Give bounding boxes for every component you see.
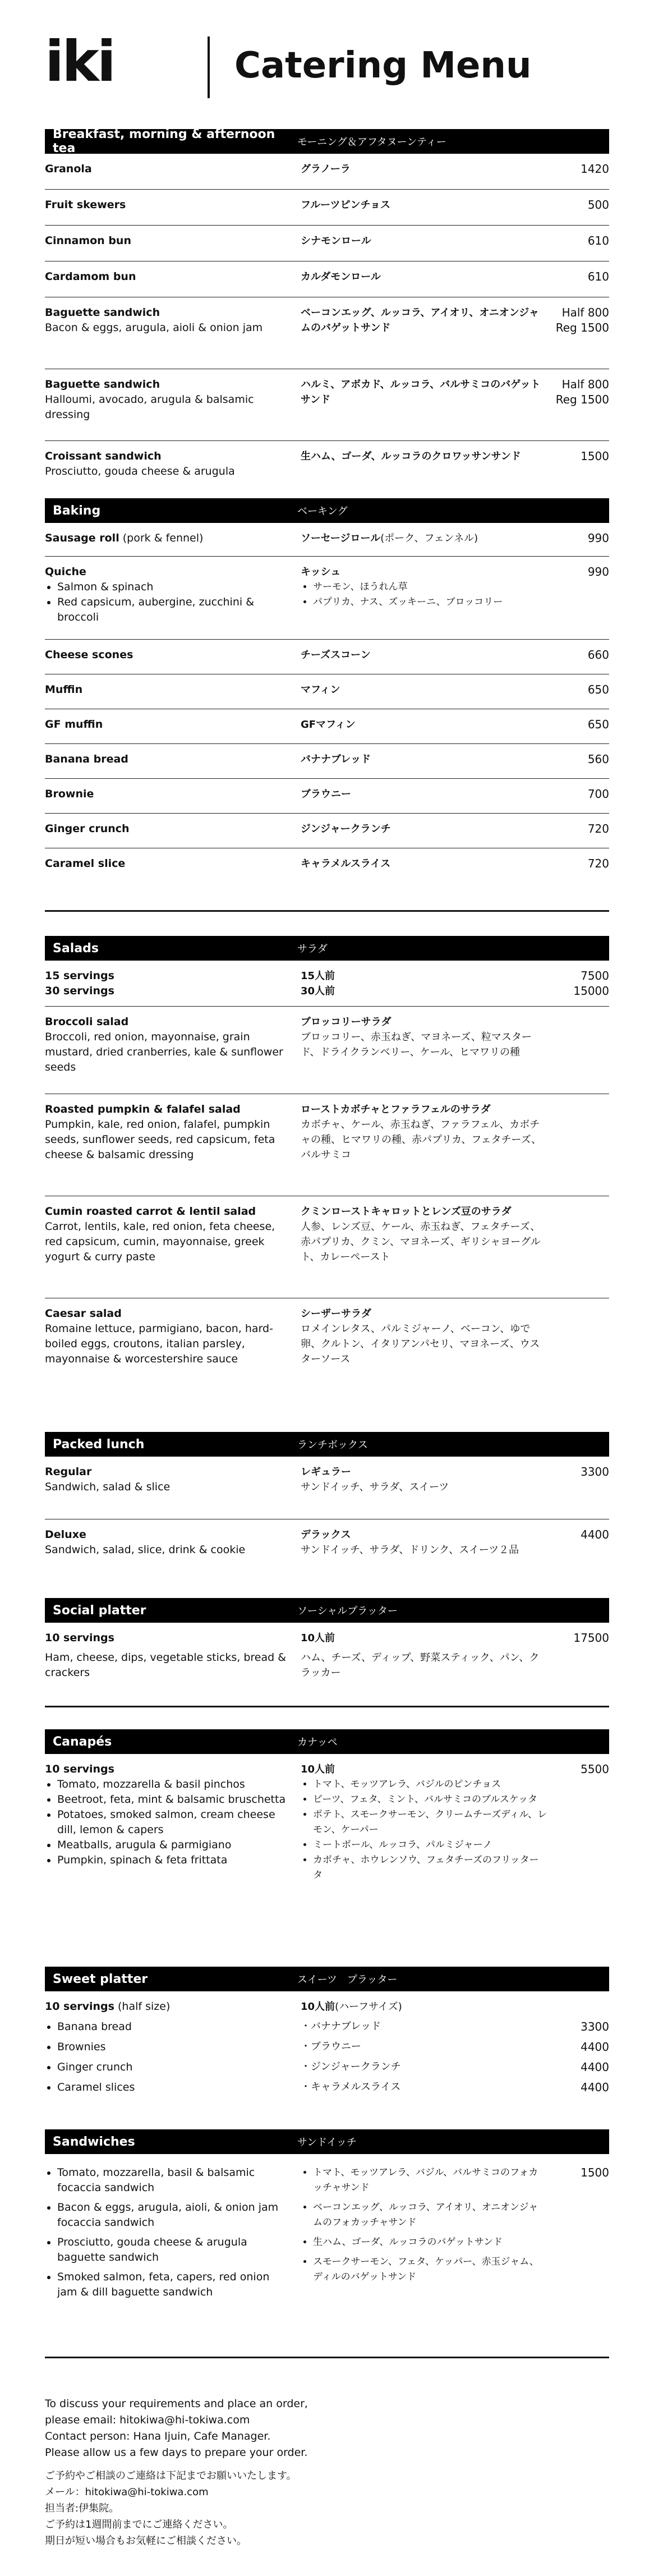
salad-item bbox=[45, 1196, 609, 1298]
menu-item bbox=[45, 744, 609, 779]
item-desc-jp: サンドイッチ、サラダ、ドリンク、スイーツ２品 bbox=[301, 1544, 519, 1556]
footer-line-jp: 担当者:伊集院。 bbox=[45, 2502, 119, 2514]
item-text-jp bbox=[301, 1999, 547, 2097]
servings-count: 10 servings bbox=[45, 2000, 114, 2013]
price-reg: Reg 1500 bbox=[555, 393, 609, 406]
section-salads bbox=[45, 936, 609, 1405]
item-price: 3300 bbox=[581, 2020, 609, 2033]
item-name-jp: バナナブレッド bbox=[301, 754, 371, 765]
item-desc: Prosciutto, gouda cheese & arugula bbox=[45, 465, 235, 477]
servings-row bbox=[45, 961, 609, 1007]
menu-item bbox=[45, 848, 609, 883]
section-packed-lunch bbox=[45, 1432, 609, 1582]
item-text bbox=[45, 449, 292, 479]
item-text-jp bbox=[301, 1527, 547, 1558]
serving-15-jp: 15人前 bbox=[301, 970, 335, 982]
item-name-jp: チーズスコーン bbox=[301, 649, 371, 661]
list-item: • トマト、モッツアレラ、バジルのピンチョス bbox=[313, 1777, 547, 1792]
item-price: 650 bbox=[587, 718, 609, 731]
footer-spacer bbox=[45, 2461, 609, 2468]
item-name: Cinnamon bun bbox=[45, 235, 131, 247]
item-name-jp: シーザーサラダ bbox=[301, 1308, 371, 1320]
item-name-jp: グラノーラ bbox=[301, 163, 351, 175]
section-header bbox=[45, 129, 609, 154]
item-price: 660 bbox=[587, 648, 609, 662]
list-item: • 生ハム、ゴーダ、ルッコラのバゲットサンド bbox=[313, 2235, 547, 2250]
item-name: Brownie bbox=[45, 788, 94, 800]
list-item: • ベーコンエッグ、ルッコラ、アイオリ、オニオンジャムのフォカッチャサンド bbox=[313, 2200, 547, 2230]
item-price: 4400 bbox=[581, 2040, 609, 2054]
option-item: • サーモン、ほうれん草 bbox=[313, 580, 547, 595]
item-price bbox=[556, 305, 609, 336]
item-name-jp: GFマフィン bbox=[301, 719, 356, 731]
list-item: • スモークサーモン、フェタ、ケッパー、赤玉ジャム、ディルのバゲットサンド bbox=[313, 2254, 547, 2285]
quiche-options-jp bbox=[301, 580, 547, 610]
item-price: 500 bbox=[587, 198, 609, 212]
item-name: Granola bbox=[45, 163, 92, 175]
item-desc-jp: 人参、レンズ豆、ケール、赤玉ねぎ、フェタチーズ、赤パプリカ、クミン、マヨネーズ、ギリシャヨーグルト、カレーペースト bbox=[301, 1221, 541, 1263]
item-price: 720 bbox=[587, 822, 609, 835]
list-item: ・キャラメルスライス bbox=[301, 2081, 401, 2093]
item-price: 4400 bbox=[581, 2060, 609, 2074]
item-name: GF muffin bbox=[45, 718, 103, 731]
item-name-jp: ハルミ、アボカド、ルッコラ、バルサミコのバゲットサンド bbox=[301, 379, 541, 406]
option-item: • Red capsicum, aubergine, zucchini & broccoli bbox=[57, 595, 292, 625]
item-name: Regular bbox=[45, 1466, 92, 1478]
section-title-jp: ソーシャルプラッター bbox=[297, 1605, 398, 1617]
iki-logo: iki bbox=[45, 29, 114, 94]
list-item: ・ジンジャークランチ bbox=[301, 2061, 401, 2073]
item-name-jp: シナモンロール bbox=[301, 235, 371, 247]
section-divider bbox=[45, 1706, 609, 1707]
footer-line-jp: ご予約は1週間前までにご連絡ください。 bbox=[45, 2519, 233, 2531]
item-name-jp: レギュラー bbox=[301, 1466, 351, 1478]
item-text bbox=[45, 1527, 292, 1558]
item-price: 700 bbox=[587, 787, 609, 801]
price-reg: Reg 1500 bbox=[555, 321, 609, 334]
servings-note: (half size) bbox=[118, 2000, 171, 2013]
item-servings-jp: 10人前 bbox=[301, 1764, 335, 1775]
item-servings-jp bbox=[301, 1999, 547, 2014]
item-name: Caramel slice bbox=[45, 857, 126, 870]
item-name: Cumin roasted carrot & lentil salad bbox=[45, 1205, 256, 1218]
footer-line-jp: ご予約やご相談のご連絡は下記までお願いいたします。 bbox=[45, 2470, 297, 2482]
item-name-jp: ジンジャークランチ bbox=[301, 823, 391, 835]
item-price: 650 bbox=[587, 683, 609, 696]
canape-list bbox=[45, 1777, 292, 1868]
sweet-list bbox=[45, 2017, 292, 2097]
servings bbox=[45, 968, 292, 999]
salad-item bbox=[45, 1094, 609, 1196]
serving-30: 30 servings bbox=[45, 985, 114, 997]
item-desc-jp: カボチャ、ケール、赤玉ねぎ、ファラフェル、カボチャの種、ヒマワリの種、赤パプリカ、フェタチーズ、バルサミコ bbox=[301, 1119, 542, 1161]
list-item: • Tomato, mozzarella & basil pinchos bbox=[57, 1777, 292, 1792]
item-desc: Sandwich, salad, slice, drink & cookie bbox=[45, 1544, 246, 1556]
list-item: • ポテト、スモークサーモン、クリームチーズディル、レモン、ケーパー bbox=[313, 1807, 547, 1838]
canapes-item bbox=[45, 1754, 609, 1922]
item-desc: (pork & fennel) bbox=[122, 532, 204, 544]
menu-item bbox=[45, 369, 609, 441]
section-header bbox=[45, 936, 609, 961]
item-text bbox=[45, 377, 292, 423]
list-item: • Smoked salmon, feta, capers, red onion jam & dill baguette sandwich bbox=[57, 2270, 292, 2300]
salad-item bbox=[45, 1007, 609, 1094]
section-social-platter bbox=[45, 1598, 609, 1690]
item-name-jp: マフィン bbox=[301, 684, 340, 696]
section-title: Packed lunch bbox=[53, 1437, 145, 1452]
item-text bbox=[45, 1999, 292, 2097]
canape-list-jp bbox=[301, 1777, 547, 1883]
item-name-jp: ソーセージロール bbox=[301, 532, 381, 544]
menu-item bbox=[45, 709, 609, 744]
section-title-jp: サンドイッチ bbox=[297, 2137, 357, 2148]
item-text bbox=[45, 531, 292, 546]
footer-line: please email: hitokiwa@hi-tokiwa.com bbox=[45, 2414, 250, 2426]
item-name: Muffin bbox=[45, 683, 83, 696]
menu-item bbox=[45, 779, 609, 814]
item-desc: Carrot, lentils, kale, red onion, feta cheese, red capsicum, cumin, mayonnaise, greek yogurt & curry paste bbox=[45, 1220, 275, 1263]
item-price: 990 bbox=[587, 565, 609, 578]
item-price: 720 bbox=[587, 857, 609, 870]
item-text bbox=[45, 1306, 292, 1367]
item-name: Ginger crunch bbox=[45, 823, 130, 835]
menu-item bbox=[45, 297, 609, 369]
item-name: Roasted pumpkin & falafel salad bbox=[45, 1103, 241, 1115]
item-price: 990 bbox=[587, 531, 609, 545]
menu-item bbox=[45, 814, 609, 848]
list-item: • Caramel slices bbox=[57, 2077, 292, 2097]
item-text-jp bbox=[301, 1306, 547, 1367]
menu-item bbox=[45, 261, 609, 297]
menu-item bbox=[45, 674, 609, 709]
footer-line: Please allow us a few days to prepare your order. bbox=[45, 2446, 308, 2459]
item-price: 1500 bbox=[581, 449, 609, 463]
list-item: • カボチャ、ホウレンソウ、フェタチーズのフリッタータ bbox=[313, 1853, 547, 1883]
list-item: ・バナナブレッド bbox=[301, 2021, 381, 2032]
list-item: • Pumpkin, spinach & feta frittata bbox=[57, 1853, 292, 1868]
item-name: Banana bread bbox=[45, 753, 128, 765]
menu-item bbox=[45, 226, 609, 261]
item-text bbox=[45, 1762, 292, 1868]
item-servings: 10 servings bbox=[45, 1632, 114, 1644]
sandwich-list-jp bbox=[301, 2165, 547, 2285]
section-header bbox=[45, 2129, 609, 2154]
header-divider bbox=[208, 36, 210, 98]
item-desc: Romaine lettuce, parmigiano, bacon, hard-boiled eggs, croutons, italian parsley, mayonnaise & worcestershire sauce bbox=[45, 1323, 273, 1365]
section-canapes bbox=[45, 1729, 609, 1922]
item-text bbox=[45, 564, 292, 625]
item-price: 4400 bbox=[581, 1528, 609, 1541]
section-breakfast bbox=[45, 129, 609, 492]
section-title-jp: スイーツ プラッター bbox=[297, 1974, 398, 1986]
list-item: • ミートボール、ルッコラ、パルミジャーノ bbox=[313, 1838, 547, 1853]
item-desc: Ham, cheese, dips, vegetable sticks, bread & crackers bbox=[45, 1651, 287, 1679]
item-name: Baguette sandwich bbox=[45, 378, 160, 391]
section-title: Baking bbox=[53, 503, 101, 518]
section-title: Sweet platter bbox=[53, 1972, 148, 1986]
section-title-jp: モーニング＆アフタヌーンティー bbox=[297, 136, 446, 148]
sandwich-list bbox=[45, 2165, 292, 2300]
item-name: Caesar salad bbox=[45, 1307, 122, 1320]
item-text bbox=[45, 1014, 292, 1075]
menu-item-quiche bbox=[45, 557, 609, 640]
item-desc-jp: (ポーク、フェンネル) bbox=[380, 532, 478, 544]
item-desc: Pumpkin, kale, red onion, falafel, pumpkin seeds, sunflower seeds, red capsicum, feta cheese & balsamic dressing bbox=[45, 1118, 275, 1161]
item-name: Cardamom bun bbox=[45, 270, 136, 283]
item-text bbox=[45, 1102, 292, 1163]
item-text-jp bbox=[301, 1014, 547, 1060]
footer-line: To discuss your requirements and place an order, bbox=[45, 2398, 308, 2410]
section-header bbox=[45, 498, 609, 523]
item-prices bbox=[581, 2017, 609, 2097]
menu-item bbox=[45, 190, 609, 226]
section-sandwiches bbox=[45, 2129, 609, 2334]
contact-info bbox=[45, 2396, 609, 2549]
sandwich-item bbox=[45, 2154, 609, 2334]
sweet-list-jp bbox=[301, 2017, 547, 2097]
section-baking bbox=[45, 498, 609, 883]
item-text-jp bbox=[301, 531, 547, 546]
item-desc: Sandwich, salad & slice bbox=[45, 1481, 171, 1493]
item-price: 1420 bbox=[581, 162, 609, 176]
menu-item bbox=[45, 523, 609, 557]
section-header bbox=[45, 1598, 609, 1623]
item-desc-jp: ブロッコリー、赤玉ねぎ、マヨネーズ、粒マスタード、ドライクランベリー、ケール、ヒマワリの種 bbox=[301, 1031, 532, 1058]
item-text-jp bbox=[301, 1631, 547, 1680]
item-name-jp: クミンローストキャロットとレンズ豆のサラダ bbox=[301, 1206, 512, 1218]
item-name-jp: デラックス bbox=[301, 1529, 351, 1541]
item-price: 1500 bbox=[581, 2166, 609, 2179]
list-item: • Tomato, mozzarella, basil & balsamic focaccia sandwich bbox=[57, 2165, 292, 2196]
section-sweet-platter bbox=[45, 1967, 609, 2104]
list-item: • Bacon & eggs, arugula, aioli, & onion jam focaccia sandwich bbox=[57, 2200, 292, 2230]
item-text bbox=[45, 1631, 292, 1680]
price-half: Half 800 bbox=[561, 378, 609, 391]
item-name: Broccoli salad bbox=[45, 1016, 129, 1028]
item-servings-jp: 10人前 bbox=[301, 1632, 335, 1644]
section-title-jp: ランチボックス bbox=[297, 1439, 368, 1451]
item-price: 5500 bbox=[581, 1762, 609, 1776]
servings-jp bbox=[301, 968, 547, 999]
menu-header bbox=[45, 31, 609, 101]
lunch-item bbox=[45, 1457, 609, 1519]
item-desc: Broccoli, red onion, mayonnaise, grain mustard, dried cranberries, kale & sunflower seeds bbox=[45, 1031, 283, 1073]
salad-item bbox=[45, 1298, 609, 1405]
item-price: 560 bbox=[587, 752, 609, 766]
menu-item bbox=[45, 154, 609, 190]
list-item: • トマト、モッツアレラ、バジル、バルサミコのフォカッチャサンド bbox=[313, 2165, 547, 2196]
item-text-jp bbox=[301, 1464, 547, 1495]
list-item: • Prosciutto, gouda cheese & arugula baguette sandwich bbox=[57, 2235, 292, 2265]
list-item: • Beetroot, feta, mint & balsamic bruschetta bbox=[57, 1792, 292, 1807]
list-item: • Brownies bbox=[57, 2037, 292, 2057]
item-name: Quiche bbox=[45, 566, 86, 578]
section-title-jp: カナッペ bbox=[297, 1737, 338, 1748]
list-item: • ビーツ、フェタ、ミント、バルサミコのブルスケッタ bbox=[313, 1792, 547, 1807]
item-name-jp: カルダモンロール bbox=[301, 271, 381, 283]
item-price: 610 bbox=[587, 270, 609, 283]
section-divider bbox=[45, 910, 609, 912]
serving-30-jp: 30人前 bbox=[301, 985, 335, 997]
quiche-options bbox=[45, 580, 292, 625]
item-name: Sausage roll bbox=[45, 532, 119, 544]
item-price: 17500 bbox=[573, 1631, 609, 1645]
section-header bbox=[45, 1432, 609, 1457]
footer-line-jp: 期日が短い場合もお気軽にご相談ください。 bbox=[45, 2535, 247, 2547]
item-text-jp bbox=[301, 1762, 547, 1883]
section-header bbox=[45, 1729, 609, 1754]
footer-line: Contact person: Hana Ijuin, Cafe Manager. bbox=[45, 2430, 271, 2442]
item-name-jp: ブラウニー bbox=[301, 788, 351, 800]
section-title: Breakfast, morning & afternoon tea bbox=[53, 127, 275, 155]
item-name: Cheese scones bbox=[45, 649, 133, 661]
list-item: • Potatoes, smoked salmon, cream cheese dill, lemon & capers bbox=[57, 1807, 292, 1838]
item-desc: Bacon & eggs, arugula, aioli & onion jam bbox=[45, 322, 263, 334]
list-item: • Ginger crunch bbox=[57, 2057, 292, 2077]
section-title: Canapés bbox=[53, 1734, 112, 1749]
item-text bbox=[45, 2165, 292, 2300]
item-price: 3300 bbox=[581, 1465, 609, 1478]
list-item: • Banana bread bbox=[57, 2017, 292, 2037]
section-title: Sandwiches bbox=[53, 2134, 135, 2149]
menu-item bbox=[45, 640, 609, 674]
item-name: Baguette sandwich bbox=[45, 306, 160, 319]
item-name: Fruit skewers bbox=[45, 199, 126, 211]
item-desc: Halloumi, avocado, arugula & balsamic dressing bbox=[45, 393, 254, 421]
sweet-item bbox=[45, 1991, 609, 2104]
item-name-jp: フルーツピンチョス bbox=[301, 199, 391, 211]
item-desc-jp: ハム、チーズ、ディップ、野菜スティック、パン、クラッカー bbox=[301, 1652, 540, 1679]
item-text bbox=[45, 1464, 292, 1495]
item-name-jp: 生ハム、ゴーダ、ルッコラのクロワッサンサンド bbox=[301, 451, 521, 462]
serving-15: 15 servings bbox=[45, 970, 114, 982]
item-text bbox=[45, 305, 292, 336]
item-servings bbox=[45, 1999, 292, 2014]
item-desc-jp: サンドイッチ、サラダ、スイーツ bbox=[301, 1481, 449, 1493]
price-half: Half 800 bbox=[561, 306, 609, 319]
section-header bbox=[45, 1967, 609, 1991]
item-name: Croissant sandwich bbox=[45, 450, 162, 462]
page-title: Catering Menu bbox=[234, 45, 532, 86]
item-name-jp: ベーコンエッグ、ルッコラ、アイオリ、オニオンジャムのバゲットサンド bbox=[301, 307, 539, 334]
item-name: Deluxe bbox=[45, 1528, 86, 1541]
item-text-jp bbox=[301, 564, 547, 610]
servings-price bbox=[573, 968, 609, 999]
servings-note-jp: (ハーフサイズ) bbox=[335, 2001, 402, 2013]
section-divider bbox=[45, 2357, 609, 2358]
item-servings: 10 servings bbox=[45, 1763, 114, 1775]
lunch-item bbox=[45, 1519, 609, 1582]
item-text-jp bbox=[301, 2165, 547, 2285]
item-price: 610 bbox=[587, 234, 609, 247]
item-name-jp: キッシュ bbox=[301, 566, 341, 578]
item-text bbox=[45, 1204, 292, 1265]
section-title: Social platter bbox=[53, 1603, 146, 1618]
item-name-jp: ローストカボチャとファラフェルのサラダ bbox=[301, 1104, 491, 1115]
platter-item bbox=[45, 1623, 609, 1690]
item-name-jp: キャラメルスライス bbox=[301, 858, 391, 870]
section-title: Salads bbox=[53, 941, 99, 956]
section-title-jp: ベーキング bbox=[297, 506, 348, 517]
footer-line-jp: メール：hitokiwa@hi-tokiwa.com bbox=[45, 2486, 209, 2498]
price-30: 15000 bbox=[573, 984, 609, 998]
option-item: • Salmon & spinach bbox=[57, 580, 292, 595]
list-item: ・ブラウニー bbox=[301, 2041, 361, 2052]
menu-item bbox=[45, 441, 609, 492]
section-title-jp: サラダ bbox=[297, 943, 328, 955]
item-text-jp bbox=[301, 1102, 547, 1163]
list-item: • Meatballs, arugula & parmigiano bbox=[57, 1838, 292, 1853]
servings-count-jp: 10人前 bbox=[301, 2001, 335, 2013]
price-15: 7500 bbox=[581, 969, 609, 982]
item-name-jp: ブロッコリーサラダ bbox=[301, 1016, 392, 1028]
item-desc-jp: ロメインレタス、パルミジャーノ、ベーコン、ゆで卵、クルトン、イタリアンパセリ、マヨネーズ、ウスターソース bbox=[301, 1323, 540, 1365]
item-text-jp bbox=[301, 1204, 547, 1265]
item-price: 4400 bbox=[581, 2081, 609, 2094]
item-price bbox=[556, 377, 609, 407]
option-item: • パプリカ、ナス、ズッキーニ、ブロッコリー bbox=[313, 595, 547, 610]
